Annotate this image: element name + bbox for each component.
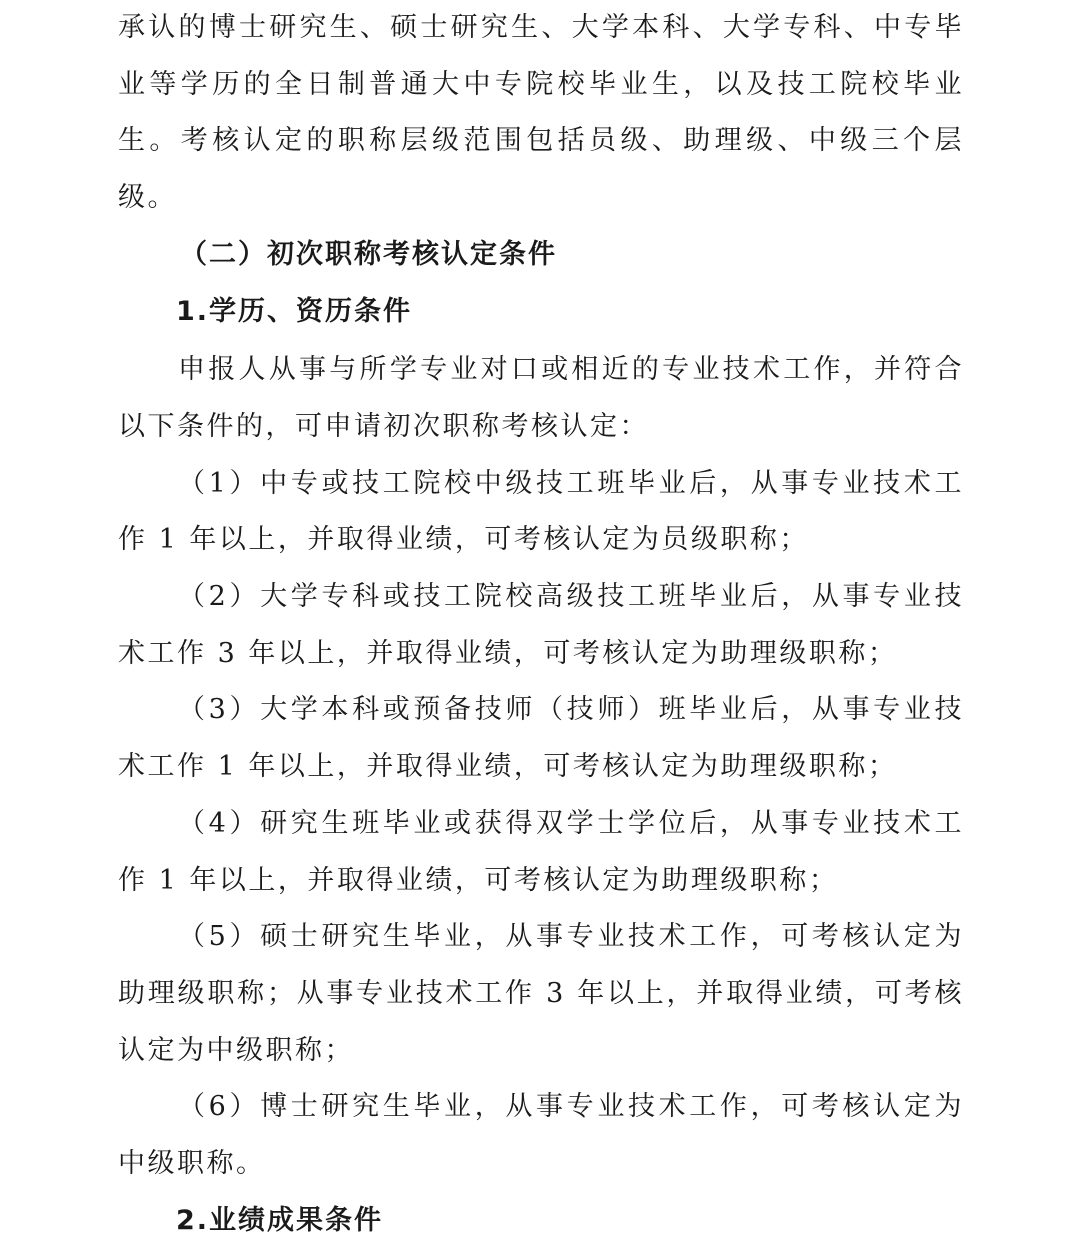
condition-item-1: （1）中专或技工院校中级技工班毕业后，从事专业技术工作 1 年以上，并取得业绩，可考核认定为员级职称； [118, 467, 964, 556]
condition-item-5: （5）硕士研究生毕业，从事专业技术工作，可考核认定为助理级职称；从事专业技术工作 3 年以上，并取得业绩，可考核认定为中级职称； [118, 921, 964, 1066]
condition-item-6: （6）博士研究生毕业，从事专业技术工作，可考核认定为中级职称。 [118, 1091, 964, 1180]
lead-paragraph: 申报人从事与所学专业对口或相近的专业技术工作，并符合以下条件的，可申请初次职称考核认定： [118, 354, 964, 442]
condition-item-2: （2）大学专科或技工院校高级技工班毕业后，从事专业技术工作 3 年以上，并取得业绩，可考核认定为助理级职称； [118, 581, 964, 669]
subsection-heading-achievements: 2.业绩成果条件 [176, 1204, 384, 1236]
document-page [118, 0, 964, 1249]
condition-item-4: （4）研究生班毕业或获得双学士学位后，从事专业技术工作 1 年以上，并取得业绩，可考核认定为助理级职称； [118, 807, 964, 896]
subsection-heading-education: 1.学历、资历条件 [176, 295, 413, 327]
condition-item-3: （3）大学本科或预备技师（技师）班毕业后，从事专业技术工作 1 年以上，并取得业绩，可考核认定为助理级职称； [118, 694, 964, 783]
section-heading: （二）初次职称考核认定条件 [180, 238, 557, 270]
intro-paragraph: 承认的博士研究生、硕士研究生、大学本科、大学专科、中专毕业等学历的全日制普通大中专院校毕业生，以及技工院校毕业生。考核认定的职称层级范围包括员级、助理级、中级三个层级。 [118, 12, 964, 214]
